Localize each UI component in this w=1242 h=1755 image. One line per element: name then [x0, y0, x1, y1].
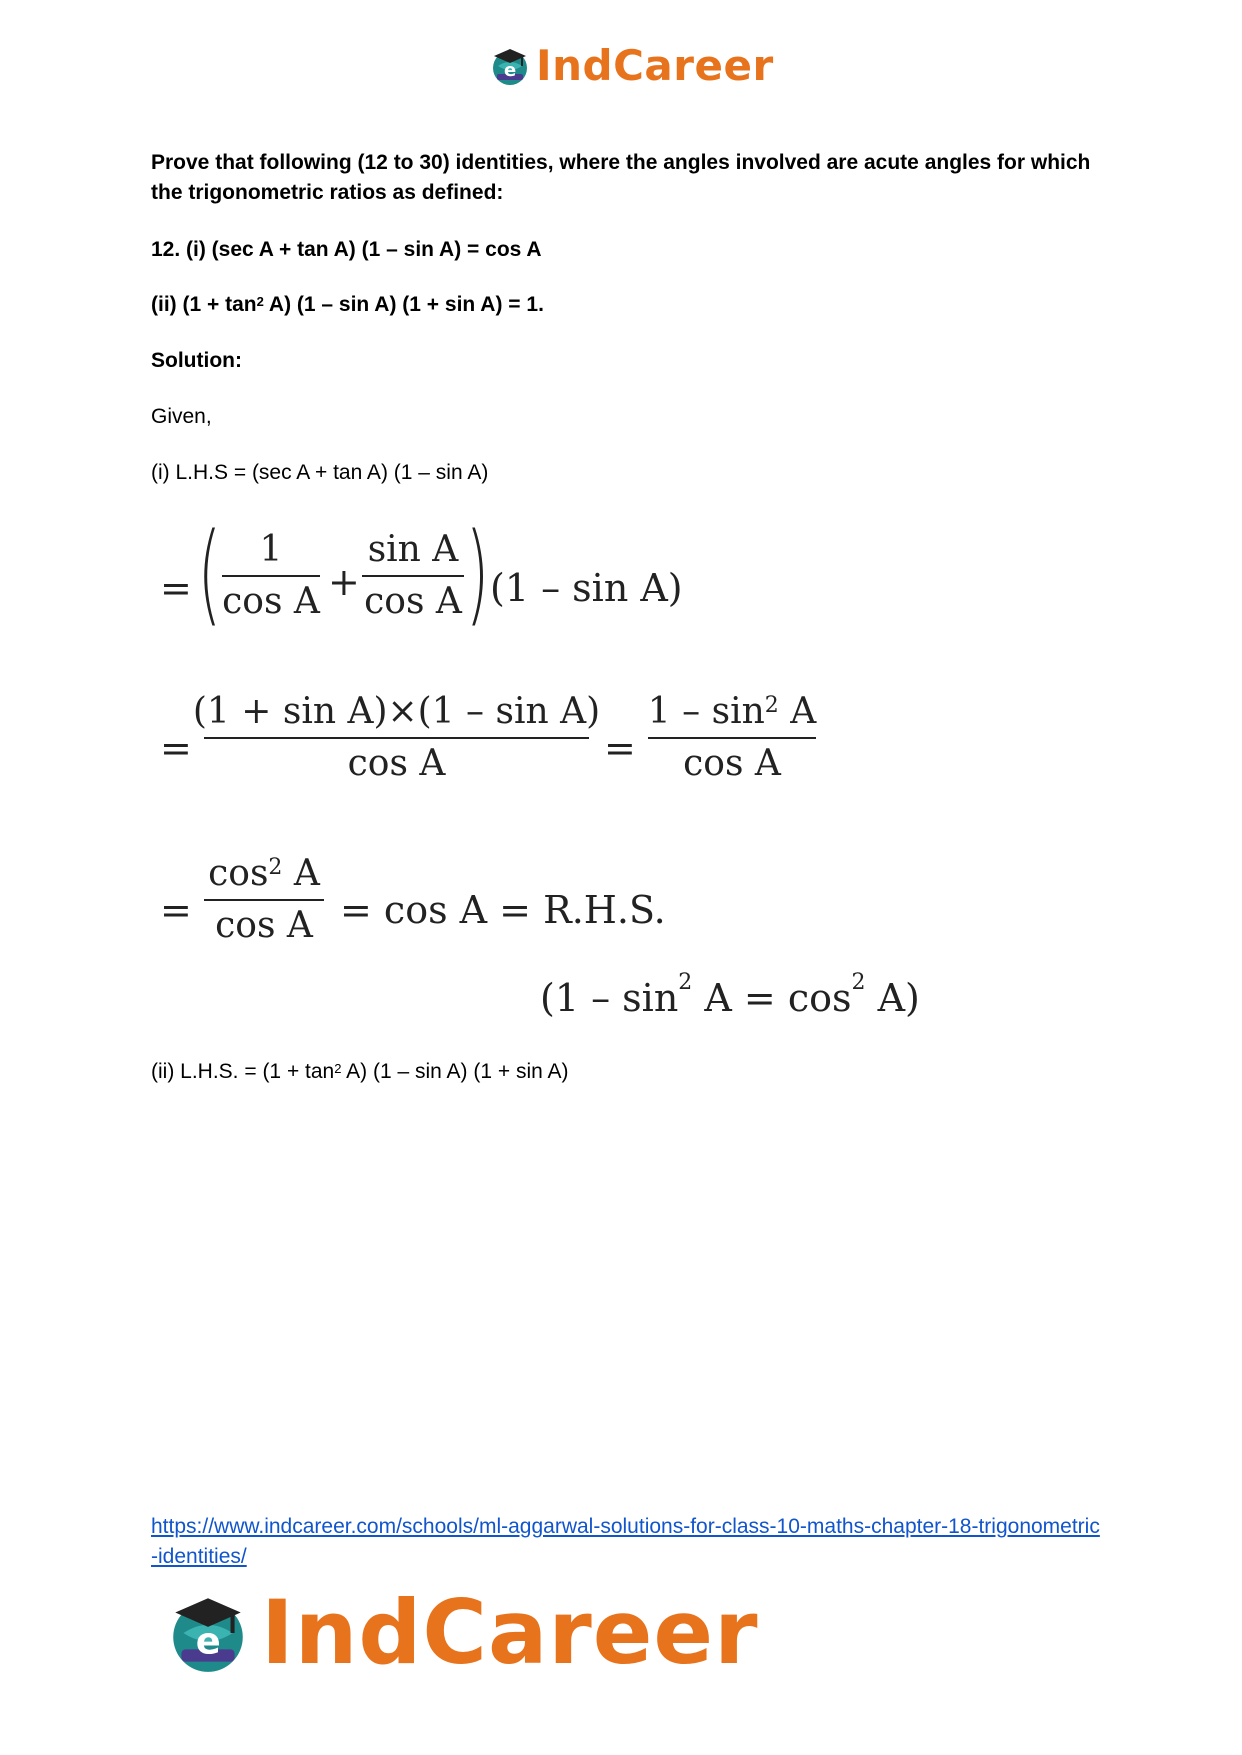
part-i-lhs: (i) L.H.S = (sec A + tan A) (1 – sin A): [151, 461, 489, 484]
part-ii-lhs: (ii) L.H.S. = $(1 + \tan^2 A)$ (1 – sin A) (1 + sin A): [151, 1060, 569, 1083]
right-paren: ): [465, 509, 490, 637]
question-12-i: 12. (i) (sec A + tan A) (1 – sin A) = cos A: [151, 238, 542, 261]
identity-note: $(1 - \sin^2 A = \cos^2 A)$: [540, 970, 920, 1020]
svg-text:e: e: [504, 60, 517, 81]
graduation-cap-globe-icon: [488, 44, 532, 88]
indcareer-footer-logo: [163, 1583, 759, 1683]
svg-text:e: e: [195, 1619, 221, 1663]
fraction-product-over-cos: (1 + sin A)×(1 – sin A) cos A: [192, 691, 601, 784]
equals-sign: =: [160, 726, 192, 770]
fraction-one-minus-sin-sq-over-cos: $1 - \sin^2 A$ cos A: [647, 691, 817, 784]
question-intro: Prove that following (12 to 30) identities, where the angles involved are acute angles for which the trigonometric ratios as defined:: [151, 151, 1091, 204]
fraction-sin-over-cos: sin A cos A: [362, 528, 464, 624]
source-url-link[interactable]: https://www.indcareer.com/schools/ml-aggarwal-solutions-for-class-10-maths-chapter-18-trigonometric-identities/: [151, 1515, 1100, 1568]
equals-sign: =: [160, 888, 192, 932]
graduation-cap-globe-icon: [163, 1588, 253, 1678]
left-paren: (: [197, 509, 222, 637]
step3-tail: = cos A = R.H.S.: [340, 888, 666, 932]
question-12-ii: (ii) $(1 + \tan^2 A)$ (1 – sin A) (1 + sin A) = 1.: [151, 293, 544, 316]
fraction-cos-sq-over-cos: $\cos^2 A$ cos A: [204, 852, 324, 948]
logo-wordmark: IndCareer: [261, 1581, 759, 1684]
equals-sign-2: =: [604, 726, 636, 770]
solution-given: Given,: [151, 405, 212, 428]
fraction-one-over-cos: 1 cos A: [222, 529, 320, 622]
equals-sign: =: [160, 566, 192, 610]
logo-wordmark: IndCareer: [536, 41, 774, 90]
plus-sign: +: [328, 560, 360, 604]
step1-tail: (1 – sin A): [490, 566, 683, 610]
solution-heading: Solution:: [151, 349, 242, 372]
indcareer-logo: [488, 42, 774, 90]
